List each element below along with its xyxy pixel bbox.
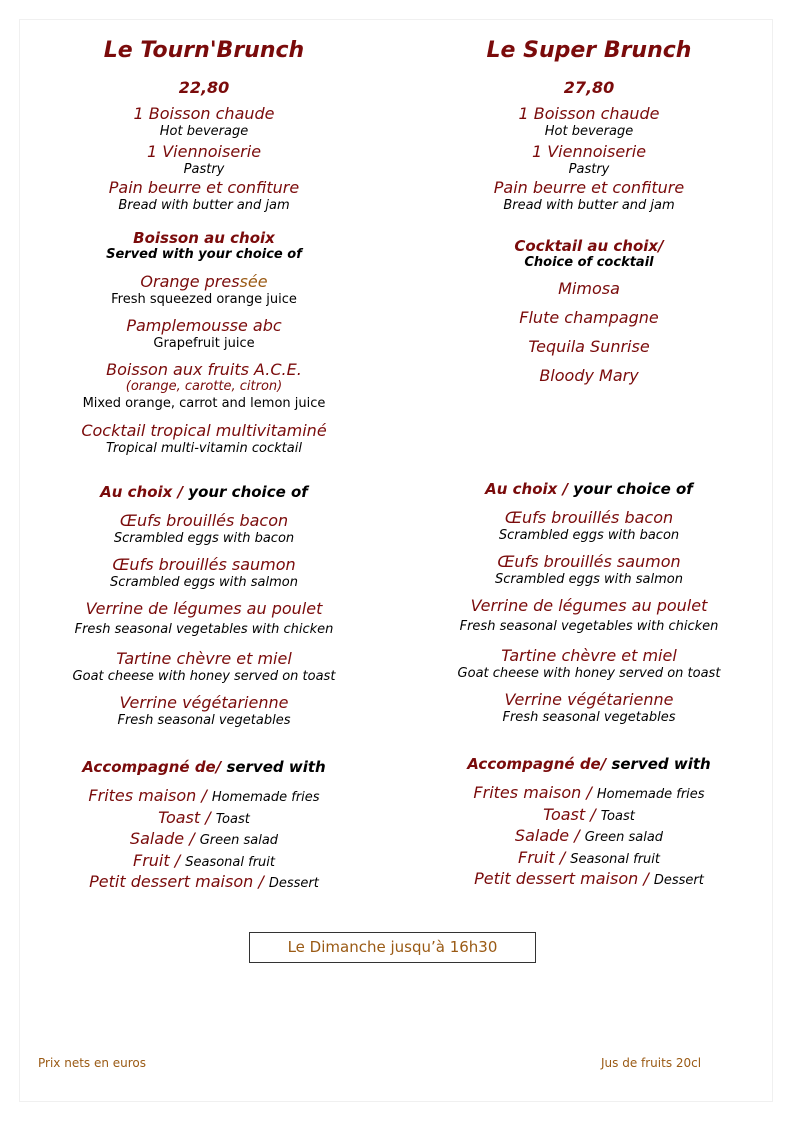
menu-column-tournbrunch (14, 36, 394, 894)
item-fr: 1 Viennoiserie (531, 142, 647, 161)
base-item (399, 104, 779, 140)
sunday-hours-notice: Le Dimanche jusqu’à 16h30 (249, 932, 536, 963)
item-fr: Tartine chèvre et miel (116, 649, 292, 668)
item-fr: Œufs brouillés saumon (112, 555, 296, 574)
cocktail-section-header (399, 237, 779, 271)
side-item: Fruit / Seasonal fruit (518, 847, 660, 867)
item-fr: Cocktail tropical multivitaminé (81, 421, 327, 440)
side-item: Salade / Green salad (514, 826, 664, 845)
item-fr: Tartine chèvre et miel (501, 646, 677, 665)
side-item: Salade / Green salad (129, 829, 279, 848)
item-fr: 1 Boisson chaude (518, 104, 660, 123)
side-item: Petit dessert maison / Dessert (89, 872, 319, 891)
menu-title: Le Tourn'Brunch (103, 38, 305, 63)
item-en: Scrambled eggs with salmon (495, 572, 683, 587)
item-en: Fresh seasonal vegetables with chicken (459, 619, 719, 634)
item-fr: Pamplemousse abc (126, 316, 282, 335)
main-item (14, 693, 394, 729)
main-item (14, 555, 394, 591)
item-en: Hot beverage (544, 124, 634, 139)
item-fr: Œufs brouillés saumon (497, 552, 681, 571)
item-en: Pastry (568, 162, 610, 177)
item-en: Grapefruit juice (153, 336, 255, 351)
main-item (399, 552, 779, 588)
sides-list (14, 786, 394, 894)
menu-price: 27,80 (563, 78, 615, 97)
side-item: Toast / Toast (543, 804, 635, 824)
item-en: Fresh seasonal vegetables with chicken (74, 622, 334, 637)
item-en: Scrambled eggs with salmon (110, 575, 298, 590)
footer-juice-note: Jus de fruits 20cl (601, 1056, 702, 1070)
item-en: Scrambled eggs with bacon (113, 531, 295, 546)
item-fr: Œufs brouillés bacon (119, 511, 289, 530)
side-item: Frites maison / Homemade fries (473, 783, 705, 802)
item-en: Pastry (183, 162, 225, 177)
drink-section-header (14, 229, 394, 263)
main-item (399, 596, 779, 635)
item-fr: Orange pressée (140, 272, 268, 291)
side-item: Frites maison / Homemade fries (88, 786, 320, 805)
item-en: Mixed orange, carrot and lemon juice (82, 396, 326, 411)
item-fr: 1 Boisson chaude (133, 104, 275, 123)
main-item (399, 508, 779, 544)
choice-section-header: Au choix / your choice of (485, 480, 693, 498)
item-en: Goat cheese with honey served on toast (457, 666, 721, 681)
item-sub: (orange, carotte, citron) (125, 379, 283, 394)
item-en: Tropical multi-vitamin cocktail (106, 441, 302, 456)
base-items (399, 104, 779, 214)
menu-price: 22,80 (178, 78, 230, 97)
section-title-en: Choice of cocktail (524, 255, 654, 270)
item-en: Fresh seasonal vegetables (117, 713, 291, 728)
item-fr: Pain beurre et confiture (108, 178, 300, 197)
sides-section-header: Accompagné de/ served with (82, 758, 326, 776)
drink-item (14, 272, 394, 308)
menu-title: Le Super Brunch (486, 38, 692, 63)
footer-prices-note: Prix nets en euros (38, 1056, 147, 1070)
item-fr: Verrine végétarienne (119, 693, 289, 712)
choice-section-header: Au choix / your choice of (100, 483, 308, 501)
main-item (14, 649, 394, 685)
base-item (14, 178, 394, 214)
item-fr: Verrine de légumes au poulet (470, 596, 708, 615)
item-en: Fresh seasonal vegetables (502, 710, 676, 725)
cocktail-item: Flute champagne (519, 308, 659, 327)
cocktail-item: Bloody Mary (539, 366, 639, 385)
drink-item (14, 316, 394, 352)
main-item (14, 599, 394, 638)
main-item (399, 690, 779, 726)
cocktail-list (399, 279, 779, 395)
item-fr: Pain beurre et confiture (493, 178, 685, 197)
item-en: Fresh squeezed orange juice (111, 292, 297, 307)
cocktail-item: Tequila Sunrise (528, 337, 650, 356)
base-item (14, 142, 394, 178)
item-en: Hot beverage (159, 124, 249, 139)
sides-list (399, 783, 779, 891)
base-items (14, 104, 394, 214)
item-en: Bread with butter and jam (118, 198, 290, 213)
item-fr: Verrine de légumes au poulet (85, 599, 323, 618)
side-item: Toast / Toast (158, 807, 250, 827)
item-en: Goat cheese with honey served on toast (72, 669, 336, 684)
item-fr: Boisson aux fruits A.C.E. (106, 360, 302, 379)
side-item: Fruit / Seasonal fruit (133, 850, 275, 870)
drink-item (14, 421, 394, 457)
menu-column-superbrunch (399, 36, 779, 891)
item-en: Scrambled eggs with bacon (498, 528, 680, 543)
base-item (399, 142, 779, 178)
base-item (399, 178, 779, 214)
main-item (14, 511, 394, 547)
item-fr: Œufs brouillés bacon (504, 508, 674, 527)
section-title-fr: Cocktail au choix/ (514, 237, 664, 255)
item-en: Bread with butter and jam (503, 198, 675, 213)
drink-item (14, 360, 394, 412)
main-item (399, 646, 779, 682)
base-item (14, 104, 394, 140)
section-title-en: Served with your choice of (106, 247, 302, 262)
item-fr: Verrine végétarienne (504, 690, 674, 709)
sides-section-header: Accompagné de/ served with (467, 755, 711, 773)
item-fr: 1 Viennoiserie (146, 142, 262, 161)
cocktail-item: Mimosa (558, 279, 620, 298)
side-item: Petit dessert maison / Dessert (474, 869, 704, 888)
section-title-fr: Boisson au choix (133, 229, 275, 247)
